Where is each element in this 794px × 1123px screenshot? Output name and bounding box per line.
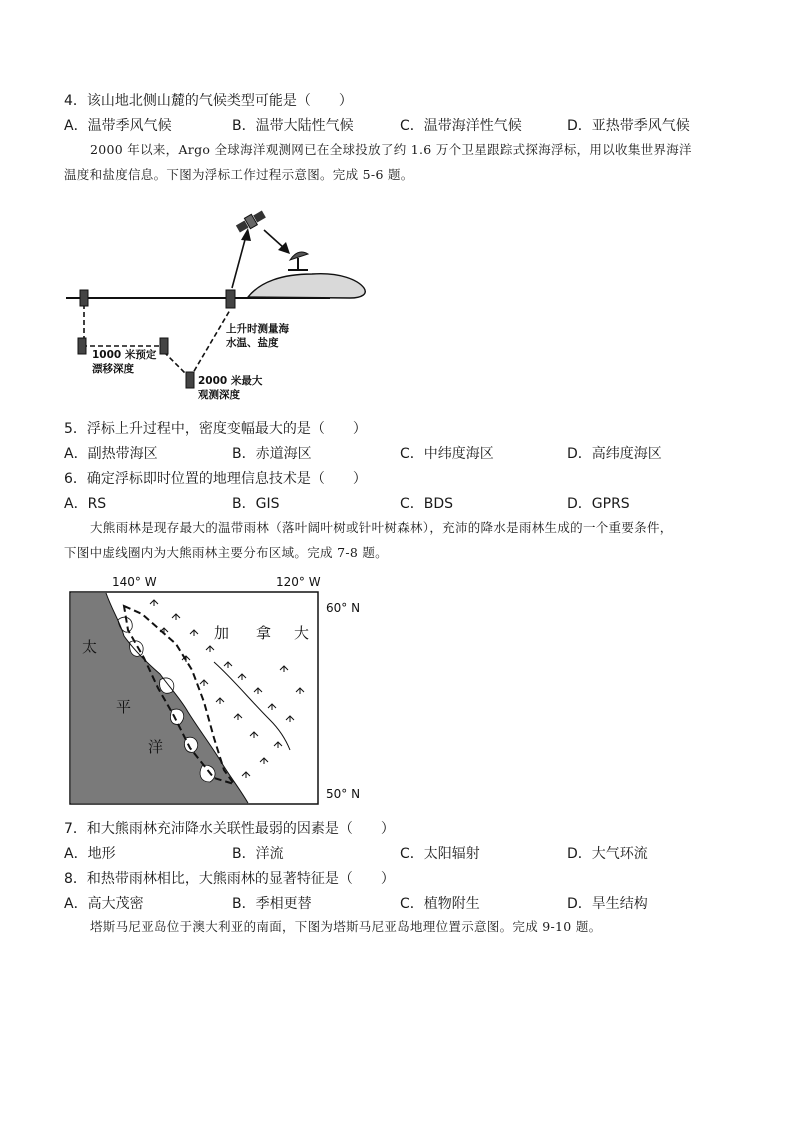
buoy-icon [186,372,194,388]
q5-option-a: A．副热带海区 [64,446,158,462]
intro-5-6-line2: 温度和盐度信息。下图为浮标工作过程示意图。完成 5-6 题。 [64,167,414,182]
intro-7-8 [64,515,734,565]
q5-option-c: C．中纬度海区 [400,446,494,462]
label-rise-2: 水温、盐度 [226,337,279,349]
intro-7-8-line2: 下图中虚线圈内为大熊雨林主要分布区域。完成 7-8 题。 [64,545,388,560]
q6-option-b: B．GIS [232,496,280,512]
q4-option-c: C．温带海洋性气候 [400,118,522,134]
q4-option-b: B．温带大陆性气候 [232,118,354,134]
label-rise-1: 上升时测量海 [226,323,289,335]
great-bear-rainforest-map [64,570,374,810]
q5-option-d: D．高纬度海区 [567,446,662,462]
canada-char-2: 拿 [256,624,272,642]
q7-option-b: B．洋流 [232,846,284,862]
lon-120-label: 120° W [276,575,321,589]
label-drift-2: 漂移深度 [92,363,134,375]
drift-path [84,304,164,346]
intro-5-6-line1: 2000 年以来，Argo 全球海洋观测网已在全球投放了约 1.6 万个卫星跟踪式探海浮标，用以收集世界海洋 [90,142,692,157]
q8-option-a: A．高大茂密 [64,896,144,912]
land-shape [248,274,365,298]
intro-5-6 [64,137,734,187]
intro-9-10-line1: 塔斯马尼亚岛位于澳大利亚的南面，下图为塔斯马尼亚岛地理位置示意图。完成 9-10 题。 [90,919,602,934]
q6-option-a: A．RS [64,496,107,512]
q7-option-c: C．太阳辐射 [400,846,480,862]
canada-char-1: 加 [214,624,230,642]
q7-option-d: D．大气环流 [567,846,648,862]
q7-option-a: A．地形 [64,846,116,862]
ascent-path [190,310,230,378]
label-drift-1: 1000 米预定 [92,349,157,361]
q8-stem: 8．和热带雨林相比，大熊雨林的显著特征是（ ） [64,871,395,887]
intro-7-8-line1: 大熊雨林是现存最大的温带雨林（落叶阔叶树或针叶树森林），充沛的降水是雨林生成的一个重要条件， [90,520,673,535]
pacific-char-2: 平 [116,698,132,716]
q5-option-b: B．赤道海区 [232,446,312,462]
buoy-process-figure [60,200,380,410]
buoy-icon [78,338,86,354]
satellite-dish-icon [288,252,308,270]
q8-option-c: C．植物附生 [400,896,480,912]
buoy-icon [160,338,168,354]
q8-option-d: D．旱生结构 [567,896,648,912]
q6-stem: 6．确定浮标即时位置的地理信息技术是（ ） [64,471,367,487]
q4-option-d: D．亚热带季风气候 [567,118,690,134]
lon-140-label: 140° W [112,575,157,589]
q7-stem: 7．和大熊雨林充沛降水关联性最弱的因素是（ ） [64,821,395,837]
label-max-2: 观测深度 [198,389,240,401]
pacific-char-1: 太 [82,638,98,656]
q6-option-d: D．GPRS [567,496,630,512]
q5-stem: 5．浮标上升过程中，密度变幅最大的是（ ） [64,421,367,437]
intro-9-10 [64,914,734,939]
canada-char-3: 大 [294,624,310,642]
buoy-icon [226,290,235,308]
q8-option-b: B．季相更替 [232,896,312,912]
lat-60-label: 60° N [326,601,361,615]
buoy-icon [80,290,88,306]
q6-option-c: C．BDS [400,496,454,512]
pacific-char-3: 洋 [148,738,164,756]
label-max-1: 2000 米最大 [198,375,263,387]
lat-50-label: 50° N [326,787,361,801]
q4-option-a: A．温带季风气候 [64,118,172,134]
q4-stem: 4．该山地北侧山麓的气候类型可能是（ ） [64,93,353,109]
satellite-icon [235,209,267,234]
